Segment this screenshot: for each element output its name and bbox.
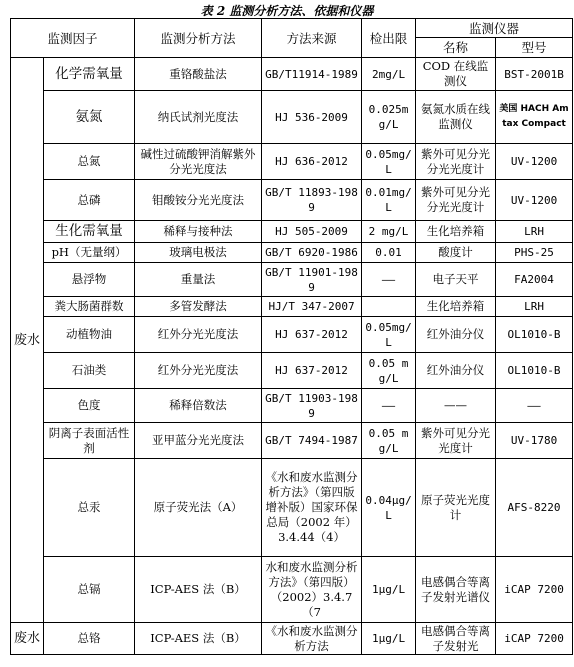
instrument-name-cell: 红外油分仪	[416, 317, 496, 353]
category-cell: 废水	[11, 623, 44, 655]
table-row	[11, 91, 573, 144]
method-cell: ICP-AES 法（B）	[135, 557, 262, 623]
instrument-name-cell: 生化培养箱	[416, 297, 496, 317]
factor-cell: 生化需氧量	[44, 221, 135, 243]
instrument-model-cell: FA2004	[496, 263, 573, 297]
instrument-name-cell: 紫外可见分光光度计	[416, 423, 496, 459]
instrument-model-cell: iCAP 7200	[496, 557, 573, 623]
factor-cell: 总氮	[44, 144, 135, 180]
instrument-name-cell: ——	[416, 389, 496, 423]
table-row	[11, 144, 573, 180]
header-row	[11, 19, 573, 38]
instrument-name-cell: 电感偶合等离子发射光谱仪	[416, 557, 496, 623]
instrument-name-cell: 紫外可见分光分光光度计	[416, 144, 496, 180]
limit-cell: 2mg/L	[362, 58, 416, 91]
limit-cell: 0.05mg/L	[362, 144, 416, 180]
table-title: 表 2 监测分析方法、依据和仪器	[200, 4, 374, 18]
factor-cell: 色度	[44, 389, 135, 423]
instrument-name-cell: 生化培养箱	[416, 221, 496, 243]
factor-cell: 粪大肠菌群数	[44, 297, 135, 317]
instrument-name-cell: 氨氮水质在线监测仪	[416, 91, 496, 144]
instrument-model-cell: UV-1200	[496, 180, 573, 221]
method-cell: ICP-AES 法（B）	[135, 623, 262, 655]
monitoring-methods-table	[10, 18, 573, 655]
factor-cell: 总镉	[44, 557, 135, 623]
method-cell: 钼酸铵分光光度法	[135, 180, 262, 221]
method-cell: 稀释与接种法	[135, 221, 262, 243]
source-cell: GB/T11914-1989	[262, 58, 362, 91]
table-row	[11, 459, 573, 557]
instrument-name-cell: 电感偶合等离子发射光	[416, 623, 496, 655]
source-cell: HJ/T 347-2007	[262, 297, 362, 317]
factor-cell: 石油类	[44, 353, 135, 389]
limit-cell: 0.04μg/L	[362, 459, 416, 557]
factor-cell: 动植物油	[44, 317, 135, 353]
limit-cell: 0.01mg/L	[362, 180, 416, 221]
instrument-name-cell: COD 在线监测仪	[416, 58, 496, 91]
limit-cell: ——	[362, 389, 416, 423]
header-limit: 检出限	[362, 19, 416, 58]
source-cell: 《水和废水监测分析方法》（第四版增补版）国家环保总局（2002 年）3.4.44（4）	[262, 459, 362, 557]
header-inst-name: 名称	[416, 38, 496, 58]
instrument-model-cell: ——	[496, 389, 573, 423]
instrument-model-cell: LRH	[496, 221, 573, 243]
limit-cell: 0.01	[362, 243, 416, 263]
source-cell: GB/T 11903-1989	[262, 389, 362, 423]
source-cell: HJ 637-2012	[262, 353, 362, 389]
instrument-model-cell: UV-1780	[496, 423, 573, 459]
method-cell: 多管发酵法	[135, 297, 262, 317]
factor-cell: 阴离子表面活性剂	[44, 423, 135, 459]
table-row	[11, 623, 573, 655]
method-cell: 亚甲蓝分光光度法	[135, 423, 262, 459]
method-cell: 重量法	[135, 263, 262, 297]
method-cell: 重铬酸盐法	[135, 58, 262, 91]
table-row	[11, 557, 573, 623]
category-cell: 废水	[11, 58, 44, 623]
factor-cell: 化学需氧量	[44, 58, 135, 91]
factor-cell: 总铬	[44, 623, 135, 655]
instrument-model-cell: LRH	[496, 297, 573, 317]
header-factor: 监测因子	[11, 19, 135, 58]
table-row	[11, 263, 573, 297]
table-row	[11, 423, 573, 459]
method-cell: 玻璃电极法	[135, 243, 262, 263]
header-instrument: 监测仪器	[416, 19, 573, 38]
limit-cell: ——	[362, 263, 416, 297]
factor-cell: 悬浮物	[44, 263, 135, 297]
table-row	[11, 243, 573, 263]
method-cell: 稀释倍数法	[135, 389, 262, 423]
instrument-name-cell: 原子荧光光度计	[416, 459, 496, 557]
instrument-model-cell: iCAP 7200	[496, 623, 573, 655]
instrument-name-cell: 红外油分仪	[416, 353, 496, 389]
table-row	[11, 317, 573, 353]
header-method: 监测分析方法	[135, 19, 262, 58]
source-cell: HJ 505-2009	[262, 221, 362, 243]
source-cell: 水和废水监测分析方法》（第四版）（2002）3.4.7（7	[262, 557, 362, 623]
source-cell: 《水和废水监测分析方法	[262, 623, 362, 655]
limit-cell: 2 mg/L	[362, 221, 416, 243]
table-row	[11, 58, 573, 91]
source-cell: GB/T 7494-1987	[262, 423, 362, 459]
table-row	[11, 221, 573, 243]
limit-cell: 0.05mg/L	[362, 317, 416, 353]
factor-cell: 氨氮	[44, 91, 135, 144]
limit-cell: 0.025mg/L	[362, 91, 416, 144]
header-inst-model: 型号	[496, 38, 573, 58]
factor-cell: pH（无量纲）	[44, 243, 135, 263]
instrument-model-cell: PHS-25	[496, 243, 573, 263]
method-cell: 红外分光光度法	[135, 353, 262, 389]
limit-cell: 0.05 mg/L	[362, 423, 416, 459]
instrument-model-cell: 美国 HACH Amtax Compact	[496, 91, 573, 144]
source-cell: HJ 636-2012	[262, 144, 362, 180]
instrument-model-cell: AFS-8220	[496, 459, 573, 557]
method-cell: 原子荧光法（A）	[135, 459, 262, 557]
factor-cell: 总汞	[44, 459, 135, 557]
instrument-model-cell: OL1010-B	[496, 317, 573, 353]
table-row	[11, 389, 573, 423]
table-row	[11, 353, 573, 389]
limit-cell: 1μg/L	[362, 557, 416, 623]
method-cell: 红外分光光度法	[135, 317, 262, 353]
source-cell: GB/T 6920-1986	[262, 243, 362, 263]
limit-cell: 0.05 mg/L	[362, 353, 416, 389]
factor-cell: 总磷	[44, 180, 135, 221]
method-cell: 纳氏试剂光度法	[135, 91, 262, 144]
instrument-model-cell: UV-1200	[496, 144, 573, 180]
method-cell: 碱性过硫酸钾消解紫外分光光度法	[135, 144, 262, 180]
limit-cell	[362, 297, 416, 317]
source-cell: GB/T 11893-1989	[262, 180, 362, 221]
table-row	[11, 180, 573, 221]
table-row	[11, 297, 573, 317]
instrument-model-cell: OL1010-B	[496, 353, 573, 389]
instrument-name-cell: 紫外可见分光分光光度计	[416, 180, 496, 221]
source-cell: HJ 637-2012	[262, 317, 362, 353]
source-cell: HJ 536-2009	[262, 91, 362, 144]
header-source: 方法来源	[262, 19, 362, 58]
source-cell: GB/T 11901-1989	[262, 263, 362, 297]
instrument-name-cell: 酸度计	[416, 243, 496, 263]
instrument-name-cell: 电子天平	[416, 263, 496, 297]
limit-cell: 1μg/L	[362, 623, 416, 655]
instrument-model-cell: BST-2001B	[496, 58, 573, 91]
